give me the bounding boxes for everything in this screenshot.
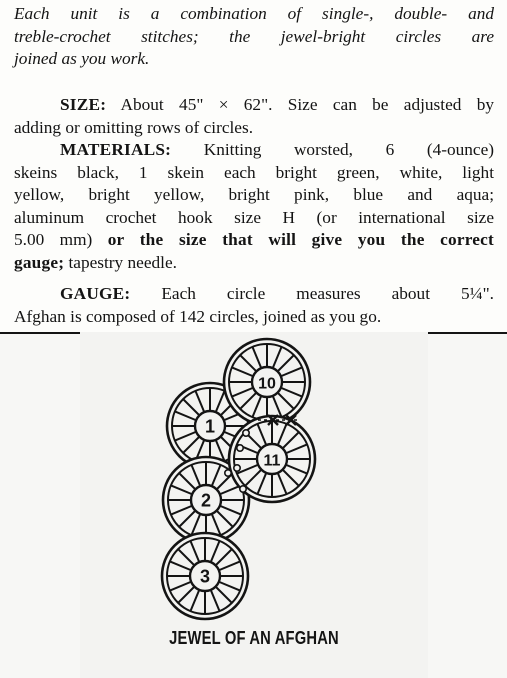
join-point — [234, 465, 240, 471]
join-point — [243, 430, 249, 436]
size-label: SIZE: — [60, 95, 107, 114]
intro-line: joined as you work. — [14, 49, 150, 69]
materials-paragraph — [14, 139, 494, 275]
gauge-text: Each circle measures about 5¼". — [130, 284, 494, 303]
intro-line: Each unit is a combination of single-, double- and — [14, 4, 494, 23]
gauge-label: GAUGE: — [60, 284, 131, 303]
materials-text: yellow, bright yellow, bright pink, blue and aqua; — [14, 185, 494, 205]
circle-number: 3 — [199, 566, 211, 587]
diagram-caption: JEWEL OF AN AFGHAN — [169, 628, 339, 648]
afghan-diagram — [80, 332, 428, 678]
materials-bold-text: or the size that will give you the correct — [107, 230, 495, 250]
materials-text: tapestry needle. — [64, 252, 177, 272]
materials-text: aluminum crochet hook size H (or international size — [14, 207, 494, 227]
circle-layout-diagram — [80, 332, 428, 678]
circle-number: 10 — [258, 375, 276, 393]
materials-label: MATERIALS: — [60, 140, 172, 159]
join-point — [225, 470, 231, 476]
circle-number: 11 — [263, 452, 281, 470]
circle-number: 1 — [204, 416, 216, 437]
size-paragraph — [14, 94, 494, 139]
gauge-paragraph — [14, 283, 494, 328]
materials-bold-text: gauge; — [14, 252, 65, 272]
circle-number: 2 — [200, 490, 212, 511]
materials-text: 5.00 mm) — [14, 230, 108, 250]
join-point — [240, 486, 246, 492]
intro-line: treble-crochet stitches; the jewel-bright circles are — [14, 26, 494, 46]
instructions-text — [0, 0, 507, 334]
materials-text: skeins black, 1 skein each bright green, white, light — [14, 162, 494, 182]
size-text: About 45" × 62". Size can be adjusted by — [106, 95, 494, 114]
intro-paragraph — [14, 3, 494, 71]
size-text: adding or omitting rows of circles. — [14, 117, 254, 137]
materials-text: Knitting worsted, 6 (4-ounce) — [171, 140, 494, 159]
join-point — [237, 445, 243, 451]
gauge-text: Afghan is composed of 142 circles, joined as you go. — [14, 306, 382, 326]
